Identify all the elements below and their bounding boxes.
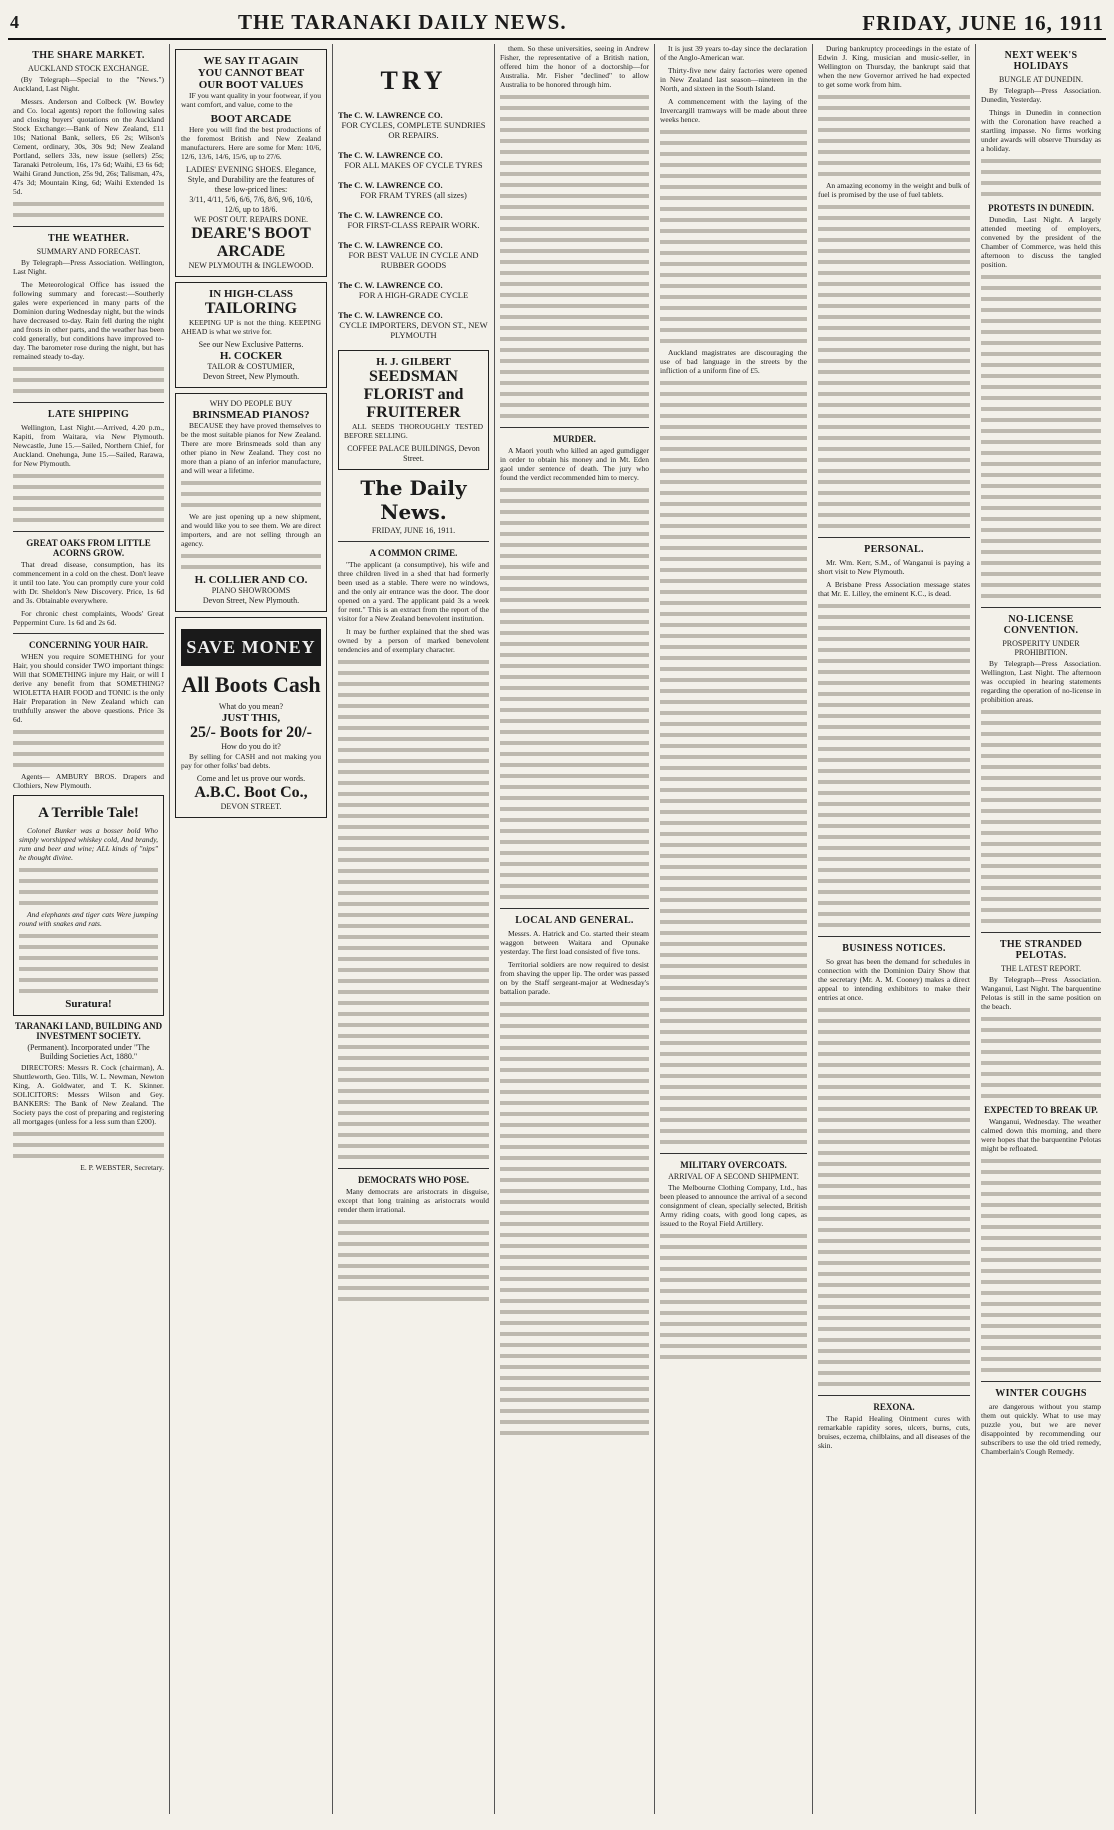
hair-agents: Agents— AMBURY BROS. Drapers and Clothiers, New Plymouth. [13, 772, 164, 790]
democrats-heading: DEMOCRATS WHO POSE. [358, 1175, 469, 1185]
abc-address: DEVON STREET. [220, 802, 282, 811]
boot-arcade-ad [175, 49, 327, 277]
come-prove: Come and let us prove our words. [196, 774, 306, 783]
try-line: FOR BEST VALUE IN CYCLE AND RUBBER GOODS [348, 250, 479, 270]
boot-ad-name: BOOT ARCADE [210, 113, 292, 125]
try-company: The C. W. LAWRENCE CO. [338, 280, 443, 290]
try-company: The C. W. LAWRENCE CO. [338, 240, 443, 250]
try-line: FOR FIRST-CLASS REPAIR WORK. [347, 220, 480, 230]
what-mean: What do you mean? [218, 702, 284, 711]
personal-heading: PERSONAL. [864, 544, 924, 555]
oaks-text: That dread disease, consumption, has its commencement in a cold on the chest. Don't leave it until too late. You can promptly cure your cold with Dr. Sheldon's New Discovery. Price, 1s 6d and 3s. Obtainable everywhere. [13, 560, 164, 605]
winter-coughs-text: are dangerous without you stamp them out quickly. What to use may puzzle you, but we are never disappointed by recommending our subscribers to use the old tried remedy, Chamberlain's Cough Remedy. [981, 1402, 1101, 1456]
boot-ad-address: NEW PLYMOUTH & INGLEWOOD. [188, 261, 314, 270]
tailoring-ad-role: TAILOR & COSTUMIER, [207, 362, 295, 371]
how-question: How do you do it? [221, 742, 281, 751]
tailoring-ad [175, 282, 327, 388]
weather-heading: THE WEATHER. [47, 233, 130, 244]
holidays-heading: NEXT WEEK'S HOLIDAYS [1004, 50, 1078, 72]
tailoring-ad-text: KEEPING UP is not the thing. KEEPING AHEAD is what we strive for. [181, 318, 321, 336]
personal-text: Mr. Wm. Kerr, S.M., of Wanganui is paying a short visit to New Plymouth. [818, 558, 970, 576]
try-line: FOR FRAM TYRES (all sizes) [360, 190, 467, 200]
democrats-text: Many democrats are aristocrats in disguise, except that long training as aristocrats would render them irrational. [338, 1187, 489, 1214]
try-item [338, 180, 489, 200]
no-license-heading: NO-LICENSE CONVENTION. [1003, 614, 1079, 636]
try-item [338, 280, 489, 300]
share-market-dateline: (By Telegraph—Special to the "News.") Auckland, Last Night. [13, 75, 164, 93]
tailoring-ad-patterns: See our New Exclusive Patterns. [198, 340, 304, 349]
terrible-tale-text: Colonel Bunker was a bosser bold Who simply worshipped whiskey cold, And brandy, rum and beer and wine; ALL kinds of "nips" he thought divine. [19, 826, 158, 862]
terrible-tale-title: A Terrible Tale! [38, 805, 139, 821]
tailoring-ad-address: Devon Street, New Plymouth. [202, 372, 300, 381]
gilbert-trade: SEEDSMAN FLORIST and FRUITERER [363, 368, 464, 421]
dairy-text: Thirty-five new dairy factories were opened in New Zealand last season—nineteen in the North, and sixteen in the South Island. [660, 66, 807, 93]
boot-ad-firm: DEARE'S BOOT ARCADE [191, 225, 311, 260]
crime-heading: A COMMON CRIME. [369, 548, 458, 558]
column-7 [976, 44, 1106, 1814]
land-society-heading: TARANAKI LAND, BUILDING AND INVESTMENT SOCIETY. [14, 1021, 163, 1041]
local-general-heading: LOCAL AND GENERAL. [515, 915, 634, 926]
piano-ad-text-2: We are just opening up a new shipment, and would like you to see them. We are direct importers, and are not selling through an agency. [181, 512, 321, 548]
try-line: FOR CYCLES, COMPLETE SUNDRIES OR REPAIRS. [341, 120, 486, 140]
oaks-text-2: For chronic chest complaints, Woods' Great Peppermint Cure. 1s 6d and 2s 6d. [13, 609, 164, 627]
piano-ad-firm: H. COLLIER AND CO. [194, 574, 308, 586]
land-society-sub: (Permanent). Incorporated under "The Building Societies Act, 1880." [27, 1043, 150, 1061]
try-item [338, 210, 489, 230]
holidays-dateline: By Telegraph—Press Association. Dunedin, Yesterday. [981, 86, 1101, 104]
column-2 [170, 44, 333, 1814]
boot-ad-text: IF you want quality in your footwear, if you want comfort, and value, come to the [181, 91, 321, 109]
piano-ad-address: Devon Street, New Plymouth. [202, 596, 300, 605]
column-6 [813, 44, 976, 1814]
shipping-heading: LATE SHIPPING [47, 409, 130, 420]
local-text-2: Territorial soldiers are now required to desist from shaving the upper lip. The order was passed on by the Staff sergeant-major at Wednesday's battalion parade. [500, 960, 649, 996]
no-license-subheading: PROSPERITY UNDER PROHIBITION. [1002, 639, 1080, 657]
overcoats-subheading: ARRIVAL OF A SECOND SHIPMENT. [668, 1172, 799, 1181]
share-market-heading: THE SHARE MARKET. [32, 50, 145, 61]
holidays-text: Things in Dunedin in connection with the Coronation have reached a startling impasse. No firms working under awards will observe Thursday as a holiday. [981, 108, 1101, 153]
newspaper-page [8, 8, 1106, 1814]
terrible-tale-ad [13, 795, 164, 1016]
murder-text: A Maori youth who killed an aged gumdigger in order to obtain his money and in Mt. Eden gaol under sentence of death. The jury who found the verdict recommended him to mercy. [500, 446, 649, 482]
tramways-text: A commencement with the laying of the Invercargill tramways will be made about three weeks hence. [660, 97, 807, 124]
personal-text-2: A Brisbane Press Association message states that Mr. E. Lilley, the eminent K.C., is dead. [818, 580, 970, 598]
try-item [338, 150, 489, 170]
how-text: By selling for CASH and not making you pay for other folks' bad debts. [181, 752, 321, 770]
local-text: Messrs. A. Hatrick and Co. started their steam waggon between Waitara and Opunake yesterday. The first load consisted of five tons. [500, 929, 649, 956]
save-money-banner: SAVE MONEY [181, 629, 321, 666]
winter-coughs-heading: WINTER COUGHS [995, 1388, 1087, 1399]
boot-ad-prices: 3/11, 4/11, 5/6, 6/6, 7/6, 8/6, 9/6, 10/6, 12/6, up to 18/6. [189, 195, 313, 214]
pelotas-subheading: THE LATEST REPORT. [1001, 964, 1081, 973]
piano-ad-name: BRINSMEAD PIANOS? [192, 409, 310, 421]
holidays-subheading: BUNGLE AT DUNEDIN. [998, 75, 1084, 84]
try-line: CYCLE IMPORTERS, DEVON ST., NEW PLYMOUTH [339, 320, 488, 340]
issue-date: FRIDAY, JUNE 16, 1911 [862, 11, 1104, 35]
share-market-subheading: AUCKLAND STOCK EXCHANGE. [28, 64, 149, 73]
boot-ad-ladies: LADIES' EVENING SHOES. Elegance, Style, and Durability are the features of these low-priced lines: [185, 165, 317, 194]
business-text: So great has been the demand for schedules in connection with the Dominion Dairy Show that the secretary (Mr. A. M. Cooney) makes a direct appeal to intending exhibitors to make their entries at once. [818, 957, 970, 1002]
try-line: FOR A HIGH-GRADE CYCLE [358, 290, 469, 300]
gilbert-name: H. J. GILBERT [376, 356, 451, 368]
protests-heading: PROTESTS IN DUNEDIN. [988, 203, 1094, 213]
fisher-text: them. So these universities, seeing in Andrew Fisher, the representative of a British nation, offered him the honor of a doctorship—for Australia. Mr. Fisher "declined" to allow Australia to be honored through him. [500, 44, 649, 89]
gilbert-text: ALL SEEDS THOROUGHLY TESTED BEFORE SELLING. [344, 422, 483, 440]
boot-ad-line-1: WE SAY IT AGAIN [203, 55, 299, 67]
terrible-tale-signoff: Suratura! [65, 998, 112, 1010]
overcoats-heading: MILITARY OVERCOATS. [680, 1160, 787, 1170]
piano-ad-question: WHY DO PEOPLE BUY [209, 399, 293, 408]
page-number: 4 [10, 12, 19, 32]
masthead [8, 8, 1106, 40]
piano-ad [175, 393, 327, 612]
tailoring-ad-line-2: TAILORING [204, 300, 298, 317]
pelotas-heading: THE STRANDED PELOTAS. [999, 939, 1083, 961]
weather-dateline: By Telegraph—Press Association. Wellington, Last Night. [13, 258, 164, 276]
try-item [338, 310, 489, 340]
tailoring-ad-line-1: IN HIGH-CLASS [208, 288, 294, 300]
try-company: The C. W. LAWRENCE CO. [338, 110, 443, 120]
business-notices-heading: BUSINESS NOTICES. [842, 943, 946, 954]
fuel-text: An amazing economy in the weight and bulk of fuel is promised by the use of fuel tablets. [818, 181, 970, 199]
murder-heading: MURDER. [553, 434, 596, 444]
try-item [338, 110, 489, 140]
weather-subheading: SUMMARY AND FORECAST. [36, 247, 141, 256]
abc-boot-ad [175, 617, 327, 818]
newspaper-title: THE TARANAKI DAILY NEWS. [238, 10, 567, 34]
weather-text: The Meteorological Office has issued the following summary and forecast:—Southerly gales were experienced in many parts of the Dominion during Wednesday night, but the winds have decreased to-day. Rain fell during the night and frosts in other parts, and the weather has been cold generally, but conditions have improved to-day. The barometer rose during the night, but has remained steady to-day. [13, 280, 164, 361]
anglo-text: It is just 39 years to-day since the declaration of the Anglo-American war. [660, 44, 807, 62]
abc-firm: A.B.C. Boot Co., [194, 784, 308, 801]
shipping-text: Wellington, Last Night.—Arrived, 4.20 p.m., Kapiti, from Waitara, via New Plymouth. Newcastle, June 15.—Sailed, Northern Chief, for Auckland. Onehunga, June 15.—Sailed, Rarawa, for New Plymouth. [13, 423, 164, 468]
just-this: JUST THIS, [221, 712, 281, 724]
try-company: The C. W. LAWRENCE CO. [338, 150, 443, 160]
hair-text: WHEN you require SOMETHING for your Hair, you should consider TWO important things: Will that SOMETHING injure my Hair, or will I derive any benefit from that SOMETHING? WIOLETTA HAIR FOOD and TONIC is the only Hair Preparation in New Zealand which can truthfully answer the above questions. Price 3s 6d. [13, 652, 164, 724]
rexona-text: The Rapid Healing Ointment cures with remarkable rapidity sores, ulcers, burns, cuts, bruises, eczema, chilblains, and all diseases of the skin. [818, 1414, 970, 1450]
column-3 [333, 44, 495, 1814]
try-company: The C. W. LAWRENCE CO. [338, 180, 443, 190]
share-market-text: Messrs. Anderson and Colbeck (W. Bowley and Co. local agents) report the following sales and closing buyers' quotations on the Auckland Stock Exchange:—Bank of New Zealand, £11 10s; National Bank, sellers, £6 2s; Wilson's Cement, ordinary, 30s, 30s 9d; New Zealand Portland, sellers 33s, new issue (sellers) 25s; Taranaki Petroleum, 16s, 17s 6d; Waihi, £3 6s 6d; Waihi Grand Junction, 25s 9d, 26s; Talisman, 47s, 47s 3d; Mountain King, 6d; Waihi Extended 1s 5d. [13, 97, 164, 196]
land-society-signature: E. P. WEBSTER, Secretary. [80, 1163, 164, 1172]
daily-news-logo: The Daily News. [360, 476, 467, 524]
column-1 [8, 44, 170, 1814]
hair-heading: CONCERNING YOUR HAIR. [29, 640, 148, 650]
overcoats-text: The Melbourne Clothing Company, Ltd., has been pleased to announce the arrival of a second consignment of clean, specially selected, British Army riding coats, with good long capes, as issued to the Royal Field Artillery. [660, 1183, 807, 1228]
boot-ad-line-2: YOU CANNOT BEAT [197, 67, 305, 79]
paper-date: FRIDAY, JUNE 16, 1911. [371, 526, 456, 535]
piano-ad-sub: PIANO SHOWROOMS [211, 586, 291, 595]
column-5 [655, 44, 813, 1814]
oaks-heading: GREAT OAKS FROM LITTLE ACORNS GROW. [26, 538, 151, 558]
tailoring-ad-name: H. COCKER [219, 350, 283, 362]
crime-text-2: It may be further explained that the shed was owned by a person of marked benevolent tendencies and of exemplary character. [338, 627, 489, 654]
terrible-tale-text-2: And elephants and tiger cats Were jumping round with snakes and rats. [19, 910, 158, 928]
bankruptcy-text: During bankruptcy proceedings in the estate of Edwin J. King, musician and music-seller, in Wellington on Thursday, the bankrupt said that when the new Governor arrived he had expected to get some work from him. [818, 44, 970, 89]
all-boots-cash: All Boots Cash [181, 672, 321, 697]
boot-price: 25/- Boots for 20/- [190, 724, 312, 741]
try-item [338, 240, 489, 270]
boot-ad-post: WE POST OUT. REPAIRS DONE. [193, 215, 309, 224]
try-company: The C. W. LAWRENCE CO. [338, 310, 443, 320]
piano-ad-text: BECAUSE they have proved themselves to be the most suitable pianos for New Zealand. There are more Brinsmeads sold than any other piano in New Zealand. They cost no more than a piano of an inferior manufacture, and will wear a lifetime. [181, 421, 321, 475]
magistrates-text: Auckland magistrates are discouraging the use of bad language in the streets by the infliction of a uniform fine of £5. [660, 348, 807, 375]
column-4 [495, 44, 655, 1814]
land-society-text: DIRECTORS: Messrs R. Cock (chairman), A. Shuttleworth, Geo. Tills, W. L. Newman, Newton King, A. Goldwater, and T. K. Skinner. SOLICITORS: Messrs Wilson and Gey. BANKERS: The Bank of New Zealand. The Society pays the cost of preparing and registering all mortgages (unless for a less sum than £200). [13, 1063, 164, 1126]
break-up-text: Wanganui, Wednesday. The weather calmed down this morning, and there were hopes that the barquentine Pelotas might be refloated. [981, 1117, 1101, 1153]
try-heading: TRY [380, 66, 447, 95]
try-company: The C. W. LAWRENCE CO. [338, 210, 443, 220]
boot-ad-line-3: OUR BOOT VALUES [198, 79, 304, 91]
pelotas-text: By Telegraph—Press Association. Wanganui, Last Night. The barquentine Pelotas is still in the same position on the beach. [981, 975, 1101, 1011]
break-up-heading: EXPECTED TO BREAK UP. [984, 1105, 1098, 1115]
gilbert-ad [338, 350, 489, 470]
rexona-heading: REXONA. [873, 1402, 915, 1412]
protests-text: Dunedin, Last Night. A largely attended meeting of employers, convened by the president of the Chamber of Commerce, was held this afternoon to discuss the tangled position. [981, 215, 1101, 269]
crime-text: "The applicant (a consumptive), his wife and three children lived in a shed that had formerly been used as a stable. There were no windows, and the only air entrance was the door. The door opened on a yard. The applicant paid 3s a week for rent." This is an extract from the report of the visitor for a New Zealand benevolent institution. [338, 560, 489, 623]
gilbert-address: COFFEE PALACE BUILDINGS, Devon Street. [347, 444, 480, 463]
no-license-text: By Telegraph—Press Association. Wellington, Last Night. The afternoon was occupied in hearing statements regarding the operation of no-license in prohibition areas. [981, 659, 1101, 704]
try-line: FOR ALL MAKES OF CYCLE TYRES [344, 160, 483, 170]
boot-ad-text-2: Here you will find the best productions of the foremost British and New Zealand manufacturers. Here are some for Men: 10/6, 12/6, 13/6, 14/6, 15/6, up to 27/6. [181, 125, 321, 161]
